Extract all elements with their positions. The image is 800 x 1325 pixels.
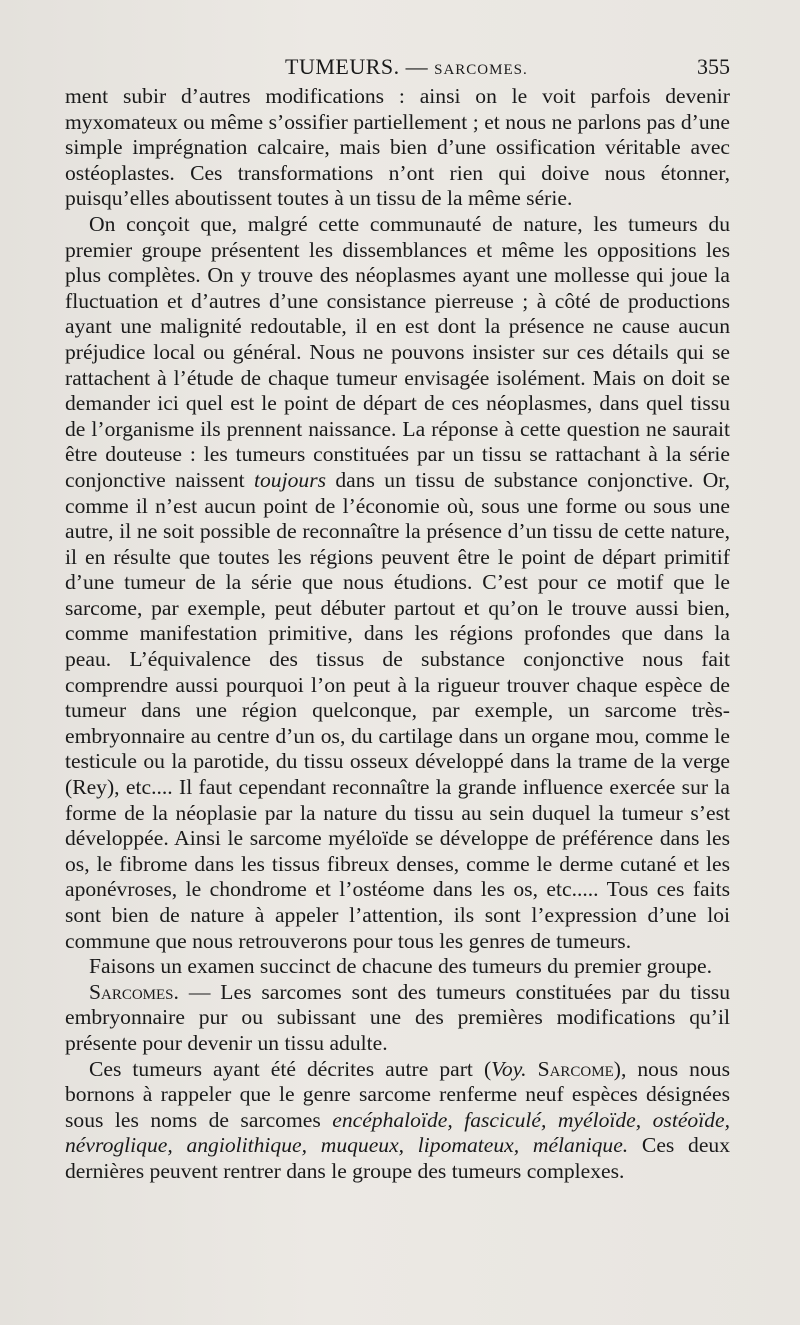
sarcoma-types-list: encéphaloïde, fasciculé, myéloïde, ostéoïde, névroglique, angiolithique, muqueux, lipomateux, mélanique. [65,1107,730,1158]
paragraph-sarcomes [65,980,730,1057]
paragraph-5-part-a: Ces tumeurs ayant été décrites autre part ( [89,1056,492,1081]
paragraph-2-part-a: On conçoit que, malgré cette communauté de nature, les tumeurs du premier groupe présentent les dissemblances et même les oppositions les plus complètes. On y trouve des néoplasmes ayant une mollesse qui joue la fluctuation et d’autres d’une consistance pierreuse ; à côté de productions ayant une malignité redoutable, il en est dont la présence ne cause aucun préjudice local ou général. Nous ne pouvons insister sur ces détails qui se rattachent à l’étude de chaque tumeur envisagée isolément. Mais on doit se demander ici quel est le point de départ de ces néoplasmes, dans quel tissu de l’organisme ils prennent naissance. La réponse à cette question ne saurait être douteuse : les tumeurs constituées par un tissu se rattachant à la série conjonctive naissent [65,211,730,492]
section-label-sarcomes: Sarcomes. [89,979,179,1004]
paragraph-2-part-b: dans un tissu de substance conjonctive. Or, comme il n’est aucun point de l’économie où, sous une forme ou sous une autre, il ne soit possible de reconnaître la présence d’un tissu de cette nature, il en résulte que toutes les régions peuvent être le point de départ primitif d’une tumeur de la série que nous étudions. C’est pour ce motif que le sarcome, par exemple, peut débuter partout et qu’on le trouve aussi bien, comme manifestation primitive, dans les régions profondes que dans la peau. L’équivalence des tissus de substance conjonctive nous fait comprendre aussi pourquoi l’on peut à la rigueur trouver chaque espèce de tumeur dans une région quelconque, par exemple, un sarcome très-embryonnaire au centre d’un os, du cartilage dans un organe mou, comme le testicule ou la parotide, du tissu osseux développé dans la trame de la verge (Rey), etc.... Il faut cependant reconnaître la grande influence exercée sur la forme de la néoplasie par la nature du tissu au sein duquel la tumeur s’est développée. Ainsi le sarcome myéloïde se développe de préférence dans les os, le fibrome dans les tissus fibreux denses, comme le derme cutané et les aponévroses, le chondrome et l’ostéome dans les os, etc..... Tous ces faits sont bien de nature à appeler l’attention, ils sont l’expression d’une loi commune que nous retrouverons pour tous les genres de tumeurs. [65,467,731,953]
cross-reference-sarcome: Sarcome [537,1056,614,1081]
paragraph-5 [65,1057,730,1185]
running-head [285,54,528,80]
cross-reference-voy: Voy. [491,1056,527,1081]
paragraph-1: ment subir d’autres modifications : ainsi on le voit parfois devenir myxomateux ou même s’ossifier partiellement ; et nous ne parlons pas d’une simple imprégnation calcaire, mais bien d’une ossification véritable avec ostéoplastes. Ces transformations n’ont rien qui doive nous étonner, puisqu’elles aboutissent toutes à un tissu de la même série. [65,84,730,211]
running-head-title: TUMEURS. [285,54,400,79]
paragraph-5-part-b: ), nous nous bornons à rappeler que le genre sarcome renferme neuf espèces désignées sous les noms de sarcomes [65,1056,730,1132]
page-header [65,48,730,78]
body-text [65,84,730,1185]
paragraph-2-emphasis: toujours [254,467,327,492]
paragraph-3: Faisons un examen succinct de chacune des tumeurs du premier groupe. [89,954,713,979]
running-head-subtitle: SARCOMES. [434,62,528,78]
paragraph-sarcomes-text: — Les sarcomes sont des tumeurs constituées par du tissu embryonnaire pur ou subissant une des premières modifications qu’il présente pour devenir un tissu adulte. [65,979,730,1055]
page-number: 355 [697,54,730,79]
paragraph-2 [65,212,730,954]
paragraph-5-part-c: Ces deux dernières peuvent rentrer dans le groupe des tumeurs complexes. [65,1133,730,1183]
running-head-separator: — [399,54,435,79]
